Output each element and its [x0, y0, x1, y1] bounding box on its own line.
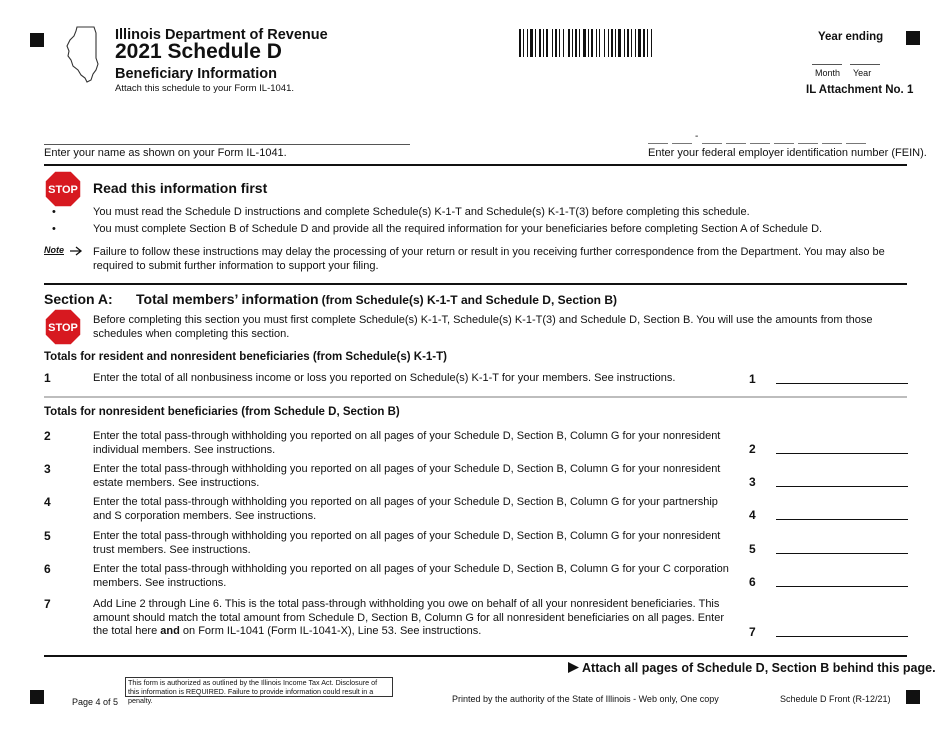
page-number: Page 4 of 5	[72, 697, 119, 707]
stop-sign-icon	[44, 308, 82, 346]
group-heading-nonresident: Totals for nonresident beneficiaries (from Schedule D, Section B)	[44, 406, 400, 418]
stop-sign-label: STOP	[48, 184, 78, 196]
authority-box: This form is authorized as outlined by the Illinois Income Tax Act. Disclosure of this information is REQUIRED. Failure to provide information could result in a penalty.	[125, 677, 393, 697]
line-6-text: Enter the total pass-through withholding you reported on all pages of your Schedule D, Section B, Column G for your C corporation members. See instructions.	[93, 563, 729, 589]
line-number: 5	[44, 529, 51, 543]
form-id: Schedule D Front (R-12/21)	[780, 694, 891, 704]
line-number: 7	[44, 597, 51, 611]
line-number: 1	[749, 372, 756, 386]
line-4-text: Enter the total pass-through withholding you reported on all pages of your Schedule D, Section B, Column G for your partnership and S corporation members. See instructions.	[93, 496, 718, 522]
line-number: 3	[44, 462, 51, 476]
barcode	[519, 29, 685, 57]
divider	[44, 164, 907, 166]
line-number: 2	[749, 442, 756, 456]
bullet-icon: •	[52, 206, 56, 218]
bullet-icon: •	[52, 223, 56, 235]
attachment-number: IL Attachment No. 1	[806, 84, 914, 96]
name-field[interactable]	[44, 144, 410, 145]
stop-sign-label: STOP	[48, 322, 78, 334]
section-a-stop-text: Before completing this section you must first complete Schedule(s) K-1-T, Schedule(s) K-1-T(3) and Schedule D, Section B. You will use the amounts from those schedules when completing this section.	[93, 314, 873, 340]
line-number: 5	[749, 542, 756, 556]
attach-all-instruction: Attach all pages of Schedule D, Section B behind this page.	[568, 661, 936, 675]
section-a-label: Section A:	[44, 291, 113, 307]
line-number: 2	[44, 429, 51, 443]
line-4-amount-field[interactable]	[776, 519, 908, 520]
line-number: 7	[749, 625, 756, 639]
line-number: 3	[749, 475, 756, 489]
registration-mark	[30, 690, 44, 704]
arrow-right-icon	[568, 662, 579, 673]
note-text: Failure to follow these instructions may delay the processing of your return or result in you receiving further correspondence from the Department. You may also be required to submit further information to support your filing.	[93, 246, 885, 272]
instruction-bullet-2: You must complete Section B of Schedule D and provide all the required information for your beneficiaries before completing Section A of Schedule D.	[93, 223, 823, 235]
line-number: 6	[44, 562, 51, 576]
line-number: 1	[44, 371, 51, 385]
registration-mark	[906, 690, 920, 704]
stop-sign-icon	[44, 170, 82, 208]
attach-note: Attach this schedule to your Form IL-1041.	[115, 83, 295, 94]
line-number: 4	[749, 508, 756, 522]
line-3-text: Enter the total pass-through withholding you reported on all pages of your Schedule D, Section B, Column G for your nonresident estate members. See instructions.	[93, 463, 721, 489]
line-2-amount-field[interactable]	[776, 453, 908, 454]
section-a-heading	[136, 291, 617, 307]
instruction-bullet-1: You must read the Schedule D instructions and complete Schedule(s) K-1-T and Schedule(s) K-1-T(3) before completing this schedule.	[93, 206, 750, 218]
fein-label: Enter your federal employer identification number (FEIN).	[648, 147, 927, 159]
line-5-text: Enter the total pass-through withholding you reported on all pages of your Schedule D, Section B, Column G for your nonresident trust members. See instructions.	[93, 530, 721, 556]
section-a-title: Total members’ information	[136, 291, 319, 307]
group-heading-resident: Totals for resident and nonresident beneficiaries (from Schedule(s) K-1-T)	[44, 351, 447, 363]
agency-name: Illinois Department of Revenue	[115, 27, 328, 43]
year-field[interactable]	[850, 64, 880, 65]
illinois-outline-icon	[63, 24, 105, 86]
divider	[44, 283, 907, 285]
line-number: 6	[749, 575, 756, 589]
section-a-source: (from Schedule(s) K-1-T and Schedule D, Section B)	[321, 293, 617, 307]
line-6-amount-field[interactable]	[776, 586, 908, 587]
registration-mark	[906, 31, 920, 45]
divider	[44, 655, 907, 657]
name-label: Enter your name as shown on your Form IL-1041.	[44, 147, 287, 159]
month-field[interactable]	[812, 64, 842, 65]
read-first-heading: Read this information first	[93, 180, 268, 196]
line-5-amount-field[interactable]	[776, 553, 908, 554]
form-title: 2021 Schedule D	[115, 40, 282, 63]
line-3-amount-field[interactable]	[776, 486, 908, 487]
line-2-text: Enter the total pass-through withholding you reported on all pages of your Schedule D, Section B, Column G for your nonresident individual members. See instructions.	[93, 430, 721, 456]
line-7-text: Add Line 2 through Line 6. This is the total pass-through withholding you owe on behalf of all your nonresident beneficiaries. This amount should match the total amount from Schedule D, Section B, Column G for all nonresident beneficiaries on all pages. Enter the total here and on Form IL-1041 (Form IL-1041-X), Line 53. See instructions.	[93, 598, 725, 637]
month-label: Month	[815, 68, 841, 78]
fein-dash: -	[695, 131, 699, 142]
printed-by: Printed by the authority of the State of Illinois - Web only, One copy	[452, 694, 719, 704]
line-7-amount-field[interactable]	[776, 636, 908, 637]
form-subtitle: Beneficiary Information	[115, 66, 277, 82]
registration-mark	[30, 33, 44, 47]
year-ending-label: Year ending	[818, 31, 884, 43]
line-number: 4	[44, 495, 51, 509]
year-label: Year	[853, 68, 872, 78]
note-icon: Note	[44, 245, 84, 257]
divider	[44, 396, 907, 398]
line-1-amount-field[interactable]	[776, 383, 908, 384]
line-1-text: Enter the total of all nonbusiness income or loss you reported on Schedule(s) K-1-T for your members. See instructions.	[93, 372, 676, 384]
